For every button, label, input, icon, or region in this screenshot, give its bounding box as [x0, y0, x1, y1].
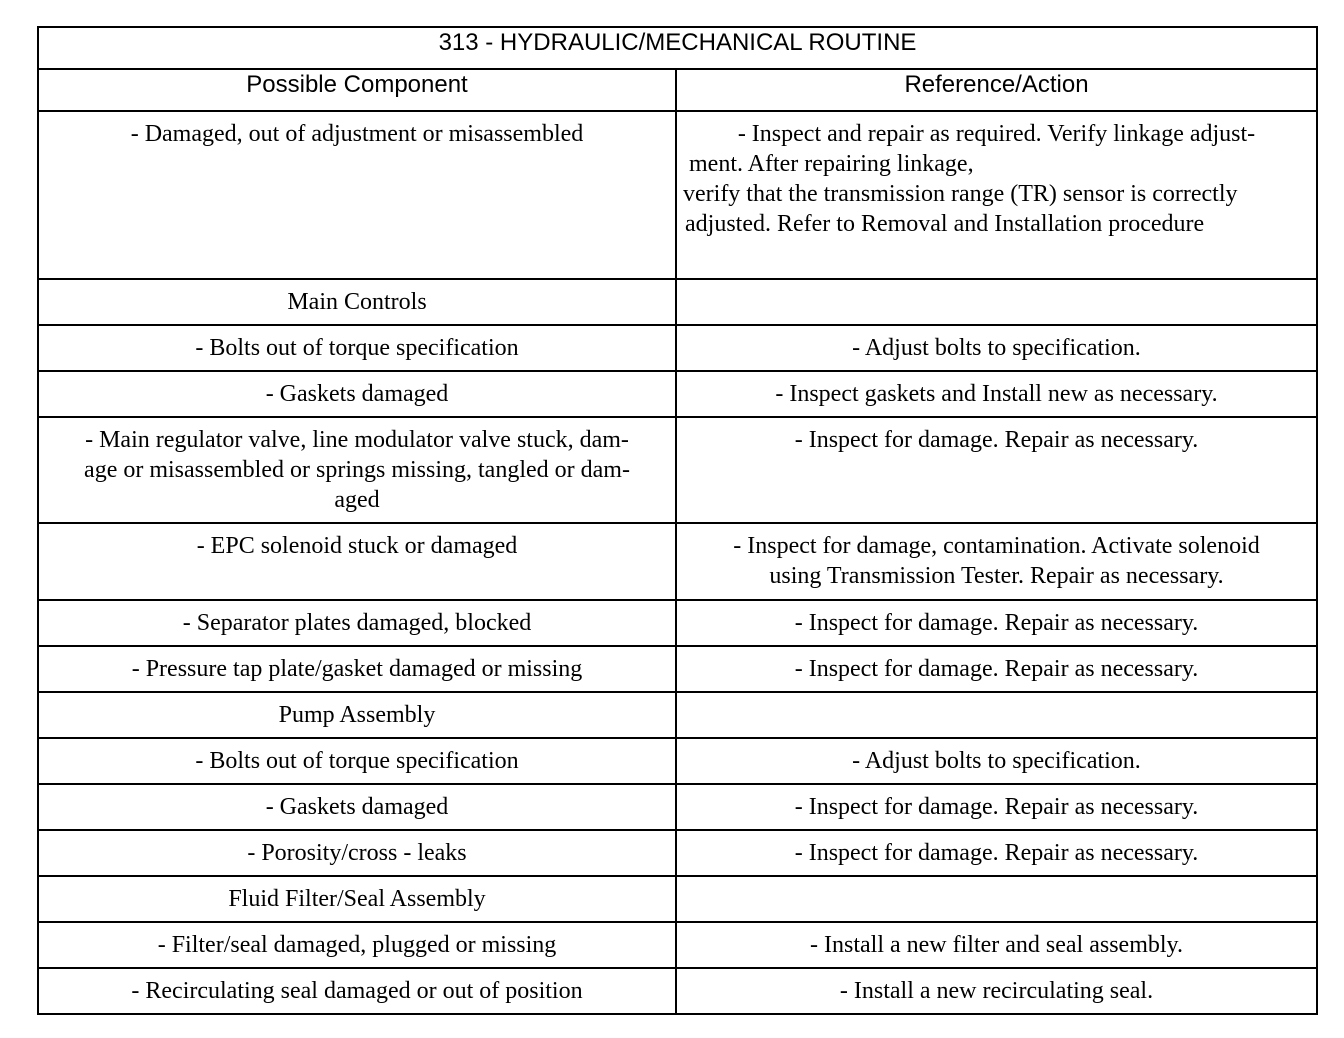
table-row	[38, 968, 1317, 1014]
table-row	[38, 417, 1317, 523]
action-line: - Inspect for damage, contamination. Activate solenoid	[733, 533, 1260, 559]
component-cell	[38, 968, 676, 1014]
action-text: - Inspect gaskets and Install new as necessary.	[775, 381, 1218, 407]
action-text: - Install a new recirculating seal.	[839, 978, 1154, 1004]
component-cell	[38, 111, 676, 279]
component-cell	[38, 922, 676, 968]
section-cell	[38, 692, 676, 738]
table-row	[38, 738, 1317, 784]
action-line: adjusted. Refer to Removal and Installation procedure	[685, 211, 1205, 237]
action-cell	[676, 876, 1317, 922]
table-row	[38, 830, 1317, 876]
component-line: age or misassembled or springs missing, tangled or dam-	[84, 457, 630, 483]
component-cell	[38, 523, 676, 600]
action-cell	[676, 111, 1317, 279]
action-text: - Install a new filter and seal assembly.	[810, 932, 1183, 958]
component-text: - Bolts out of torque specification	[195, 748, 519, 774]
action-cell	[676, 523, 1317, 600]
component-line: aged	[334, 487, 380, 513]
action-text	[683, 693, 1310, 700]
section-cell	[38, 279, 676, 325]
action-cell	[676, 646, 1317, 692]
section-cell	[38, 876, 676, 922]
action-text: - Inspect for damage. Repair as necessary.	[794, 427, 1199, 453]
table-title: 313 - HYDRAULIC/MECHANICAL ROUTINE	[38, 27, 1317, 69]
action-text	[683, 280, 1310, 287]
table-title-row	[38, 27, 1317, 69]
action-cell	[676, 692, 1317, 738]
component-cell	[38, 784, 676, 830]
component-text: - Filter/seal damaged, plugged or missing	[157, 932, 557, 958]
action-cell	[676, 922, 1317, 968]
action-text	[683, 524, 1310, 591]
action-text: - Inspect for damage. Repair as necessary.	[794, 840, 1199, 866]
section-title: Fluid Filter/Seal Assembly	[228, 886, 486, 912]
section-row	[38, 692, 1317, 738]
action-text	[683, 112, 1310, 239]
action-cell	[676, 830, 1317, 876]
action-text: - Inspect for damage. Repair as necessary.	[794, 656, 1199, 682]
component-text	[45, 418, 669, 515]
action-text: - Adjust bolts to specification.	[852, 748, 1141, 774]
column-header-component: Possible Component	[38, 69, 676, 111]
section-title: Pump Assembly	[278, 702, 436, 728]
component-text: - Separator plates damaged, blocked	[182, 610, 532, 636]
component-text: - Pressure tap plate/gasket damaged or missing	[131, 656, 583, 682]
table-row	[38, 111, 1317, 279]
hydraulic-routine-table	[37, 26, 1318, 1015]
component-text: - Damaged, out of adjustment or misassembled	[130, 121, 584, 147]
component-text: - Gaskets damaged	[265, 794, 449, 820]
table-row	[38, 646, 1317, 692]
component-text: - Gaskets damaged	[265, 381, 449, 407]
action-line: using Transmission Tester. Repair as necessary.	[769, 563, 1224, 589]
section-row	[38, 876, 1317, 922]
section-row	[38, 279, 1317, 325]
table-row	[38, 922, 1317, 968]
section-title: Main Controls	[287, 289, 427, 315]
component-text: - Recirculating seal damaged or out of position	[131, 978, 583, 1004]
action-cell	[676, 279, 1317, 325]
action-text	[683, 877, 1310, 884]
table-row	[38, 784, 1317, 830]
component-cell	[38, 646, 676, 692]
action-line: ment. After repairing linkage,	[689, 151, 974, 177]
component-text: - EPC solenoid stuck or damaged	[196, 533, 518, 559]
table-row	[38, 600, 1317, 646]
action-text: - Inspect for damage. Repair as necessary.	[794, 794, 1199, 820]
table-row	[38, 325, 1317, 371]
component-cell	[38, 417, 676, 523]
component-cell	[38, 325, 676, 371]
table-row	[38, 371, 1317, 417]
column-header-row	[38, 69, 1317, 111]
component-cell	[38, 830, 676, 876]
action-cell	[676, 325, 1317, 371]
action-cell	[676, 371, 1317, 417]
action-text: - Adjust bolts to specification.	[852, 335, 1141, 361]
column-header-action: Reference/Action	[676, 69, 1317, 111]
component-cell	[38, 600, 676, 646]
action-line: - Inspect and repair as required. Verify linkage adjust-	[737, 121, 1256, 147]
action-cell	[676, 968, 1317, 1014]
component-line: - Main regulator valve, line modulator valve stuck, dam-	[85, 427, 629, 453]
action-cell	[676, 738, 1317, 784]
action-text: - Inspect for damage. Repair as necessary.	[794, 610, 1199, 636]
component-cell	[38, 738, 676, 784]
component-text: - Porosity/cross - leaks	[247, 840, 467, 866]
action-line: verify that the transmission range (TR) sensor is correctly	[683, 181, 1238, 207]
action-cell	[676, 784, 1317, 830]
action-cell	[676, 600, 1317, 646]
component-cell	[38, 371, 676, 417]
action-cell	[676, 417, 1317, 523]
component-text: - Bolts out of torque specification	[195, 335, 519, 361]
table-row	[38, 523, 1317, 600]
